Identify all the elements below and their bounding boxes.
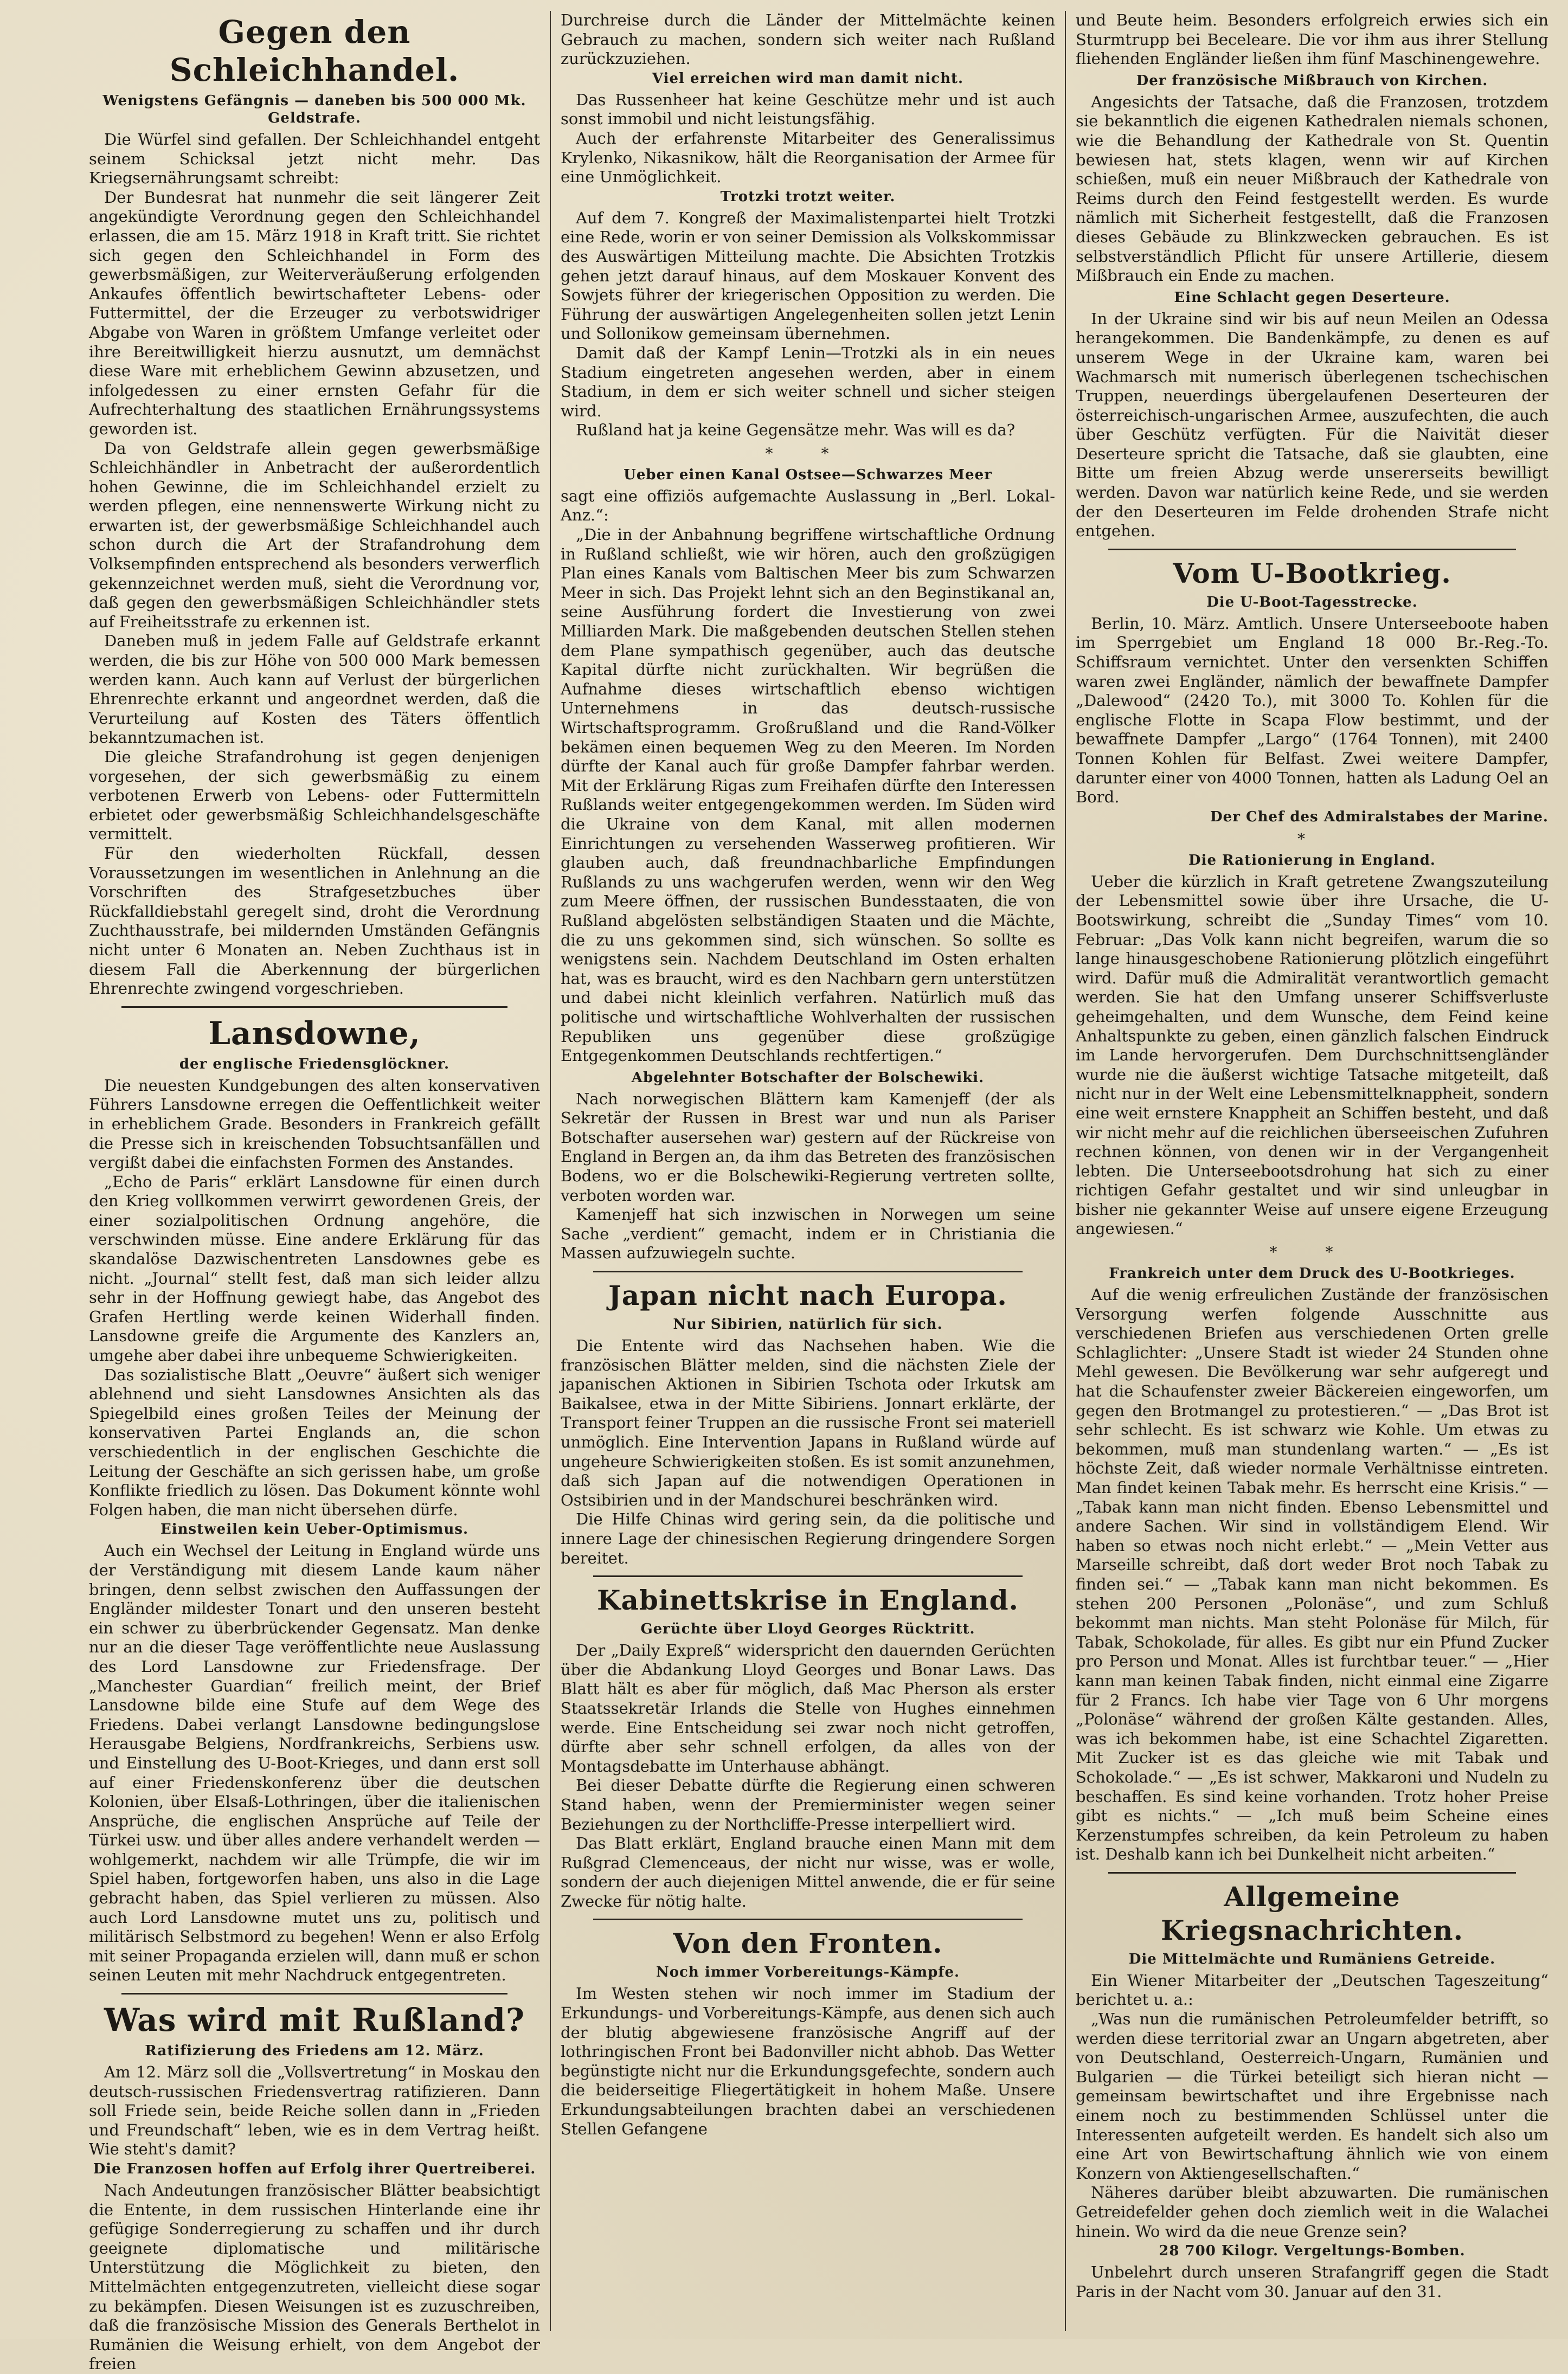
article-schleichhandel [89,13,540,999]
paragraph: Angesichts der Tatsache, daß die Franzosen, trotzdem sie bekanntlich die eigenen Kathedralen niemals schonen, wie die Behandlung der Kathedrale von St. Quentin bewiesen hat, stets klagen, wenn wir auf Kirchen schießen, muß ein neuer Mißbrauch der Kathedrale von Reims durch den Feind festgestellt werden. Es wurde nämlich mit Sicherheit festgestellt, daß die Franzosen dieses Gebäude zu Blinkzwecken gebrauchen. Es ist selbstverständlich Pflicht für unsere Artillerie, diesem Mißbrauch ein Ende zu machen. [1076,92,1548,285]
paragraph: Am 12. März soll die „Vollsvertretung“ in Moskau den deutsch-russischen Friedensvertrag ratifizieren. Dann soll Friede sein, beide Reiche sollen dann in „Frieden und Freundschaft“ leben, wie es in dem Vertrag heißt. Wie steht's damit? [89,2063,540,2159]
section-divider [1108,549,1516,550]
paragraph: Das Russenheer hat keine Geschütze mehr und ist auch sonst immobil und nicht leistungsfähig. [561,90,1055,128]
subheadline: Wenigstens Gefängnis — daneben bis 500 000 Mk. Geldstrafe. [102,93,526,126]
paragraph: Auch ein Wechsel der Leitung in England würde uns der Verständigung mit diesem Lande kaum näher bringen, denn selbst zwischen den Auffassungen der Engländer mildester Tonart und den unseren besteht ein schwer zu überbrückender Gegensatz. Man denke nur an die dieser Tage veröffentlichte neue Auslassung des Lord Lansdowne zur Friedensfrage. Der „Manchester Guardian“ freilich meint, der Brief Lansdowne bilde eine Stufe auf dem Wege des Friedens. Dabei verlangt Lansdowne bedingungslose Herausgabe Belgiens, Nordfrankreichs, Serbiens usw. und Einstellung des U-Boot-Krieges, und dann erst soll auf einer Friedenskonferenz über die deutschen Kolonien, über Elsaß-Lothringen, über die italienischen Ansprüche, die englischen Ansprüche auf Teile der Türkei usw. und über alles andere verhandelt werden — wohlgemerkt, nachdem wir alle Trümpfe, die wir im Spiel haben, fortgeworfen haben, uns also in die Lage gebracht haben, das Spiel verlieren zu müssen. Also auch Lord Lansdowne mutet uns zu, politisch und militärisch Selbstmord zu begehen! Wenn er also Erfolg mit seiner Propaganda erzielen will, dann muß er schon seinen Leuten mit mehr Nachdruck entgegentreten. [89,1541,540,1985]
subheadline: Ratifizierung des Friedens am 12. März. [145,2043,484,2060]
paragraph: Das sozialistische Blatt „Oeuvre“ äußert sich weniger ablehnend und sieht Lansdownes Ansichten als das Spiegelbild eines großen Teiles der Meinung der konservativen Partei Englands an, die schon verschiedentlich in der englischen Geschichte die Leitung der Geschäfte an sich gerissen habe, um große Konflikte friedlich zu lösen. Das Dokument könnte wohl Folgen haben, die man nicht übersehen dürfe. [89,1365,540,1519]
subheadline: Nur Sibirien, natürlich für sich. [673,1316,943,1333]
paragraph: Bei dieser Debatte dürfte die Regierung einen schweren Stand haben, wenn der Premierminister wegen seiner Beziehungen zu der Northcliffe-Presse interpelliert wird. [561,1776,1055,1833]
paragraph: Näheres darüber bleibt abzuwarten. Die rumänischen Getreidefelder gehen doch ziemlich weit in die Walachei hinein. Wo wird da die neue Grenze sein? [1076,2183,1548,2241]
article-frankreich [1076,1265,1548,1864]
article-rationierung [1076,852,1548,1239]
subheadline: 28 700 Kilogr. Vergeltungs-Bomben. [1159,2243,1466,2260]
article-fronten [561,1927,1055,2139]
paragraph: und Beute heim. Besonders erfolgreich erwies sich ein Sturmtrupp bei Beceleare. Die vor ihm aus ihrer Stellung fliehenden Engländer ließen ihm fünf Maschinengewehre. [1076,11,1548,68]
paragraph: Die neuesten Kundgebungen des alten konservativen Führers Lansdowne erregen die Oeffentlichkeit weiter in erheblichem Grade. Besonders in Frankreich gefällt die Presse sich in kreischenden Tobsuchtsanfällen und vergißt dabei die einfachsten Formen des Anstandes. [89,1076,540,1172]
article-japan [561,1279,1055,1568]
subheadline: Abgelehnter Botschafter der Bolschewiki. [631,1069,985,1086]
subheadline: Ueber einen Kanal Ostsee—Schwarzes Meer [624,466,992,483]
subheadline: Die Mittelmächte und Rumäniens Getreide. [1128,1951,1496,1967]
subheadline: Die U-Boot-Tagesstrecke. [1206,594,1418,610]
column-left [81,11,548,2373]
paragraph: Für den wiederholten Rückfall, dessen Voraussetzungen im wesentlichen in Anlehnung an die Vorschriften des Strafgesetzbuches über Rückfalldiebstahl geregelt sind, droht die Verordnung Zuchthausstrafe, bei mildernden Umständen Gefängnis nicht unter 6 Monaten an. Neben Zuchthaus ist in diesem Fall die Aberkennung der bürgerlichen Ehrenrechte zwingend vorgeschrieben. [89,844,540,998]
paragraph: Der „Daily Expreß“ widerspricht den dauernden Gerüchten über die Abdankung Lloyd Georges und Bonar Laws. Das Blatt hält es aber für möglich, daß Mac Pherson als erster Staatssekretär Irlands die Stelle von Hughes einnehmen werde. Eine Entscheidung sei zwar noch nicht getroffen, dürfte aber sehr schnell erfolgen, da alles von der Montagsdebatte im Unterhause abhängt. [561,1641,1055,1775]
article-deserteure [1076,289,1548,541]
article-ubootkrieg [1076,557,1548,826]
paragraph: Da von Geldstrafe allein gegen gewerbsmäßige Schleichhändler in Anbetracht der außerordentlich hohen Gewinne, die im Schleichhandel erzielt zu werden pflegen, eine nennenswerte Wirkung nicht zu erwarten ist, der gewerbsmäßige Schleichhandel auch schon durch die Art der Strafandrohung dem Volksempfinden entsprechend als besonders verwerflich gekennzeichnet werden muß, sieht die Verordnung vor, daß gegen den gewerbsmäßigen Schleichhändler stets auf Freiheitsstrafe zu erkennen ist. [89,439,540,631]
article-russland [89,2001,540,2374]
paragraph: Unbelehrt durch unseren Strafangriff gegen die Stadt Paris in der Nacht vom 30. Januar auf den 31. [1076,2263,1548,2301]
subheadline: der englische Friedensglöckner. [179,1056,450,1072]
headline: Lansdowne, [208,1014,421,1052]
paragraph: Der Bundesrat hat nunmehr die seit längerer Zeit angekündigte Verordnung gegen den Schleichhandel erlassen, die am 15. März 1918 in Kraft tritt. Sie richtet sich gegen den Schleichhandel in Form des gewerbsmäßigen, zur Weiterveräußerung erfolgenden Ankaufes öffentlich bewirtschafteter Lebens- oder Futtermittel, der die Erzeuger zu verbotswidriger Abgabe von Waren in größtem Umfange verleitet oder ihre Bereitwilligkeit hierzu ausnutzt, um demnächst diese Ware mit erheblichem Gewinn abzusetzen, und infolgedessen zu einer ernsten Gefahr für die Aufrechterhaltung des staatlichen Ernährungssystems geworden ist. [89,188,540,438]
subheadline: Die Rationierung in England. [1188,852,1436,868]
paragraph: Die gleiche Strafandrohung ist gegen denjenigen vorgesehen, der sich gewerbsmäßig zu einem verbotenen Erwerb von Lebens- oder Futtermitteln erbietet oder gewerbsmäßig Schleichhandelsgeschäfte vermittelt. [89,748,540,844]
paragraph: Damit daß der Kampf Lenin—Trotzki als in ein neues Stadium eingetreten angesehen werden, aber in einem Stadium, in dem er sich weiter schnell und sicher steigen wird. [561,343,1055,420]
article-lansdowne [89,1014,540,1985]
paragraph: Das Blatt erklärt, England brauche einen Mann mit dem Rußgrad Clemenceaus, der nicht nur wisse, was er wolle, sondern der auch diejenigen Mittel anwende, die er für seine Zwecke für nötig halte. [561,1834,1055,1910]
article-kriegsnachrichten [1076,1880,1548,2302]
star-separator: * * [765,444,851,462]
headline: Gegen den Schleichhandel. [169,14,460,88]
paragraph: In der Ukraine sind wir bis auf neun Meilen an Odessa herangekommen. Die Bandenkämpfe, zu denen es auf unserem Wege in der Ukraine kam, waren bei Wachmarsch mit numerisch überlegenen tschechischen Truppen, neuerdings übergelaufenen Deserteuren der österreichisch-ungarischen Armee, auszufechten, die auch über Geschütz verfügten. Für die Naivität dieser Deserteure spricht die Tatsache, daß sie glaubten, eine Bitte um freien Abzug werde unsererseits bewilligt werden. Davon war natürlich keine Rede, und sie werden der den Deserteuren im Felde drohenden Strafe nicht entgehen. [1076,309,1548,541]
article-fronten-continued [1076,11,1548,69]
headline: Japan nicht nach Europa. [608,1279,1007,1312]
paragraph: „Was nun die rumänischen Petroleumfelder betrifft, so werden diese territorial zwar an Ungarn abgetreten, aber von Deutschland, Oesterreich-Ungarn, Rumänien und Bulgarien — die Türkei beteiligt sich hieran nicht — gemeinsam bewirtschaftet und ihre Ergebnisse nach einem noch zu bestimmenden Schlüssel unter die Interessenten aufgeteilt werden. Es handelt sich also um eine Art von Bewirtschaftung ähnlich wie von einem Konzern von Aktiengesellschaften.“ [1076,2010,1548,2183]
signature: Der Chef des Admiralstabes der Marine. [1210,808,1548,825]
headline: Allgemeine Kriegsnachrichten. [1160,1880,1464,1946]
article-russland-continued [561,11,1055,440]
subheadline: Die Franzosen hoffen auf Erfolg ihrer Quertreiberei. [93,2161,536,2177]
article-kirchen [1076,72,1548,286]
subheadline: Viel erreichen wird man damit nicht. [652,70,964,87]
subheadline: Gerüchte über Lloyd Georges Rücktritt. [640,1621,975,1638]
paragraph: Nach norwegischen Blättern kam Kamenjeff (der als Sekretär der Russen in Brest war und nun als Pariser Botschafter ausersehen war) gestern auf der Rückreise von England in Bergen an, da ihm das Betreten des französischen Bodens, wo er die Bolschewiki-Regierung vertreten sollte, verboten worden war. [561,1089,1055,1205]
paragraph: „Echo de Paris“ erklärt Lansdowne für einen durch den Krieg vollkommen verwirrt gewordenen Greis, der einer sozialpolitischen Ordnung angehöre, die verschwinden müsse. Eine andere Erklärung für das skandalöse Dazwischentreten Lansdownes gebe es nicht. „Journal“ stellt fest, daß man sich leider allzu sehr in der Hoffnung gewiegt habe, das Angebot des Grafen Hertling werde keinen Widerhall finden. Lansdowne greife die Argumente des Kanzlers an, umgehe aber dabei ihre unbequeme Schwierigkeiten. [89,1172,540,1365]
subheadline: Einstweilen kein Ueber-Optimismus. [160,1521,469,1538]
column-middle [553,11,1063,2331]
section-divider [121,1993,507,1995]
paragraph: Ueber die kürzlich in Kraft getretene Zwangszuteilung der Lebensmittel sowie über ihre Ursache, die U-Bootswirkung, schreibt die „Sunday Times“ vom 10. Februar: „Das Volk kann nicht begreifen, warum die so lange hinausgeschobene Rationierung plötzlich eingeführt wird. Dafür muß die Admiralität verantwortlich gemacht werden. Sie hat den Umfang unserer Schiffsverluste geheimgehalten, und dem Wunsche, dem Feind keine Anhaltspunkte zu geben, einen gänzlich falschen Eindruck im Lande hervorgerufen. Dem Durchschnittsengländer wurde nie die äußerst wichtige Tatsache mitgeteilt, daß nicht nur in der Welt eine Lebensmittelknappheit, sondern eine weit ernstere Knappheit an Schiffen besteht, und daß wir nicht mehr auf die reichlichen überseeischen Zufuhren rechnen können, von denen wir in der Vergangenheit lebten. Die Unterseebootsdrohung hat sich zu einer richtigen Gefahr gestaltet und wir sind unleugbar in bisher nie gekannter Weise auf unsere eigene Erzeugung angewiesen.“ [1076,872,1548,1238]
paragraph: Rußland hat ja keine Gegensätze mehr. Was will es da? [576,421,1016,440]
subheadline: Frankreich unter dem Druck des U-Bootkrieges. [1109,1265,1515,1282]
paragraph: Auch der erfahrenste Mitarbeiter des Generalissimus Krylenko, Nikasnikow, hält die Reorganisation der Armee für eine Unmöglichkeit. [561,128,1055,186]
column-right [1068,11,1556,2331]
paragraph: Berlin, 10. März. Amtlich. Unsere Unterseeboote haben im Sperrgebiet um England 18 000 Br.-Reg.-To. Schiffsraum vernichtet. Unter den versenkten Schiffen waren zwei Engländer, nämlich der bewaffnete Dampfer „Dalewood“ (2420 To.), mit 3000 To. Kohlen für die englische Flotte in Scapa Flow bestimmt, und der bewaffnete Dampfer „Largo“ (1764 Tonnen), mit 2400 Tonnen Kohlen für Belfast. Zwei weitere Dampfer, darunter einer von 4000 Tonnen, hatten als Ladung Oel an Bord. [1076,614,1548,807]
column-rule [1065,11,1066,2331]
paragraph: sagt eine offiziös aufgemachte Auslassung in „Berl. Lokal-Anz.“: [561,486,1055,525]
paragraph: Daneben muß in jedem Falle auf Geldstrafe erkannt werden, die bis zur Höhe von 500 000 Mark bemessen werden kann. Auch kann auf Verlust der bürgerlichen Ehrenrechte erkannt und angeordnet werden, daß die Verurteilung auf Kosten des Täters öffentlich bekanntzumachen ist. [89,632,540,747]
subheadline: Trotzki trotzt weiter. [720,188,896,205]
paragraph: Die Würfel sind gefallen. Der Schleichhandel entgeht seinem Schicksal jetzt nicht mehr. Das Kriegsernährungsamt schreibt: [89,130,540,188]
section-divider [1108,1872,1516,1874]
paragraph: Auf die wenig erfreulichen Zustände der französischen Versorgung werfen folgende Ausschnitte aus verschiedenen Briefen aus verschiedenen Orten grelle Schlaglichter: „Unsere Stadt ist wieder 24 Stunden ohne Mehl gewesen. Die Bevölkerung war sehr aufgeregt und hat die Schaufenster zweier Bäckereien eingeworfen, um gegen den Brotmangel zu protestieren.“ — „Das Brot ist sehr schlecht. Es ist schwarz wie Kohle. Um etwas zu bekommen, muß man stundenlang warten.“ — „Es ist höchste Zeit, daß wieder normale Verhältnisse eintreten. Man findet keinen Tabak mehr. Es herrscht eine Krisis.“ — „Tabak kann man nicht finden. Ebenso Lebensmittel und andere Sachen. Wir sind in vollständigem Elend. Wir haben so etwas noch nicht erlebt.“ — „Mein Vetter aus Marseille schreibt, daß dort weder Brot noch Tabak zu finden sei.“ — „Tabak kann man nicht bekommen. Es stehen 200 Personen „Polonäse“, und zum Schluß bekommt man nichts. Man steht Polonäse für Milch, für Tabak, Schokolade, für alles. Es gibt nur ein Pfund Zucker pro Person und Monat. Alles ist furchtbar teuer.“ — „Hier kann man keinen Tabak finden, nicht einmal eine Zigarre für 2 Francs. Ich habe vier Tage von 6 Uhr morgens „Polonäse“ während der großen Kälte gestanden. Alles, was ich bekommen habe, ist eine Schachtel Zigaretten. Mit Zucker ist es das gleiche wie mit Tabak und Schokolade.“ — „Es ist schwer, Makkaroni und Nudeln zu beschaffen. Es sind keine vorhanden. Trotz hoher Preise gibt es nichts.“ — „Ich muß beim Scheine eines Kerzenstumpfes schreiben, da kein Petroleum zu haben ist. Deshalb kann ich bei Dunkelheit nicht arbeiten.“ [1076,1285,1548,1864]
star-separator: * * [1269,1243,1355,1262]
subheadline: Noch immer Vorbereitungs-Kämpfe. [656,1964,960,1981]
subheadline: Eine Schlacht gegen Deserteure. [1174,289,1450,306]
section-divider [593,1919,1023,1920]
paragraph: Die Hilfe Chinas wird gering sein, da die politische und innere Lage der chinesischen Regierung dringendere Sorgen bereitet. [561,1510,1055,1567]
paragraph: „Die in der Anbahnung begriffene wirtschaftliche Ordnung in Rußland schließt, wie wir hören, auch den großzügigen Plan eines Kanals vom Baltischen Meer bis zum Schwarzen Meer in sich. Das Projekt lehnt sich an den Beginstikanal an, seine Ausführung fordert die Investierung von zwei Milliarden Mark. Die maßgebenden deutschen Stellen stehen dem Plane sympathisch gegenüber, auch das deutsche Kapital dürfte nicht zurückhalten. Wir begrüßen die Aufnahme dieses wirtschaftlich ebenso wichtigen Unternehmens in das deutsch-russische Wirtschaftsprogramm. Großrußland und die Rand-Völker bekämen einen bequemen Weg zu den Meeren. Im Norden dürfte der Kanal auch für große Dampfer fahrbar werden. Mit der Erklärung Rigas zum Freihafen dürfte den Interessen Rußlands weiter entgegengekommen werden. Im Süden wird die Ukraine von dem Kanal, mit allen modernen Einrichtungen zu versehenden Wasserweg profitieren. Wir glauben auch, daß freundnachbarliche Empfindungen Rußlands zu uns wachgerufen werden, wenn wir den Weg zum Meere öffnen, der russischen Bundesstaaten, die von Rußland abgelösten selbständigen Staaten und die Mächte, die zu uns gekommen sind, sich wünschen. So sollte es wenigstens sein. Nachdem Deutschland im Osten erhalten hat, was es braucht, wird es den Nachbarn gern unterstützen und dabei nicht kleinlich verfahren. Natürlich muß das politische und wirtschaftliche Wohlverhalten der russischen Republiken uns gegenüber diese großzügige Entgegenkommen Deutschlands rechtfertigen.“ [561,525,1055,1065]
paragraph: Die Entente wird das Nachsehen haben. Wie die französischen Blätter melden, sind die nächsten Ziele der japanischen Aktionen in Sibirien Tschota oder Irkutsk am Baikalsee, etwa in der Mitte Sibiriens. Jonnart erklärte, der Transport feiner Truppen an die russische Front sei materiell unmöglich. Eine Intervention Japans in Rußland würde auf ungeheure Schwierigkeiten stoßen. Es ist somit anzunehmen, daß sich Japan auf die notwendigen Operationen in Ostsibirien und in der Mandschurei beschränken wird. [561,1336,1055,1509]
article-kanal [561,466,1055,1066]
headline: Vom U-Bootkrieg. [1173,557,1451,589]
paragraph: Im Westen stehen wir noch immer im Stadium der Erkundungs- und Vorbereitungs-Kämpfe, aus denen sich auch der blutig abgewiesene französische Angriff auf der lothringischen Front bei Badonviller nicht abhob. Das Wetter begünstigte nicht nur die Erkundungsgefechte, sondern auch die beiderseitige Fliegertätigkeit in hohem Maße. Unsere Erkundungsabteilungen brachten dabei an verschiedenen Stellen Gefangene [561,1984,1055,2138]
paragraph: Ein Wiener Mitarbeiter der „Deutschen Tageszeitung“ berichtet u. a.: [1076,1971,1548,2009]
headline: Kabinettskrise in England. [597,1584,1019,1617]
section-divider [121,1006,507,1008]
headline: Von den Fronten. [673,1927,943,1960]
star-separator: * [1297,829,1327,848]
paragraph: Auf dem 7. Kongreß der Maximalistenpartei hielt Trotzki eine Rede, worin er von seiner Demission als Volkskommissar des Auswärtigen Mitteilung machte. Die Absichten Trotzkis gehen jetzt darauf hinaus, auf dem Moskauer Konvent des Sowjets führer der kriegerischen Opposition zu werden. Die Führung der auswärtigen Angelegenheiten sollen jetzt Lenin und Sollonikow gemeinsam übernehmen. [561,208,1055,343]
column-rule [550,11,551,2331]
section-divider [593,1575,1023,1577]
paragraph: Nach Andeutungen französischer Blätter beabsichtigt die Entente, in dem russischen Hinterlande eine ihr gefügige Sonderregierung zu schaffen und ihr durch geeignete diplomatische und militärische Unterstützung die Möglichkeit zu bieten, den Mittelmächten entgegenzutreten, vielleicht diese sogar zu bekämpfen. Diesen Weisungen ist es zuzuschreiben, daß die französische Mission des Generals Berthelot in Rumänien die Weisung erhielt, von dem Angebot der freien [89,2181,540,2373]
headline: Was wird mit Rußland? [104,2002,525,2039]
paragraph: Kamenjeff hat sich inzwischen in Norwegen um seine Sache „verdient“ gemacht, indem er in Christiania die Massen aufzuwiegeln suchte. [561,1205,1055,1263]
paragraph: Durchreise durch die Länder der Mittelmächte keinen Gebrauch zu machen, sondern sich weiter nach Rußland zurückzuziehen. [561,11,1055,68]
article-botschafter [561,1069,1055,1263]
subheadline: Der französische Mißbrauch von Kirchen. [1136,72,1488,89]
section-divider [593,1271,1023,1272]
article-kabinettskrise [561,1584,1055,1911]
